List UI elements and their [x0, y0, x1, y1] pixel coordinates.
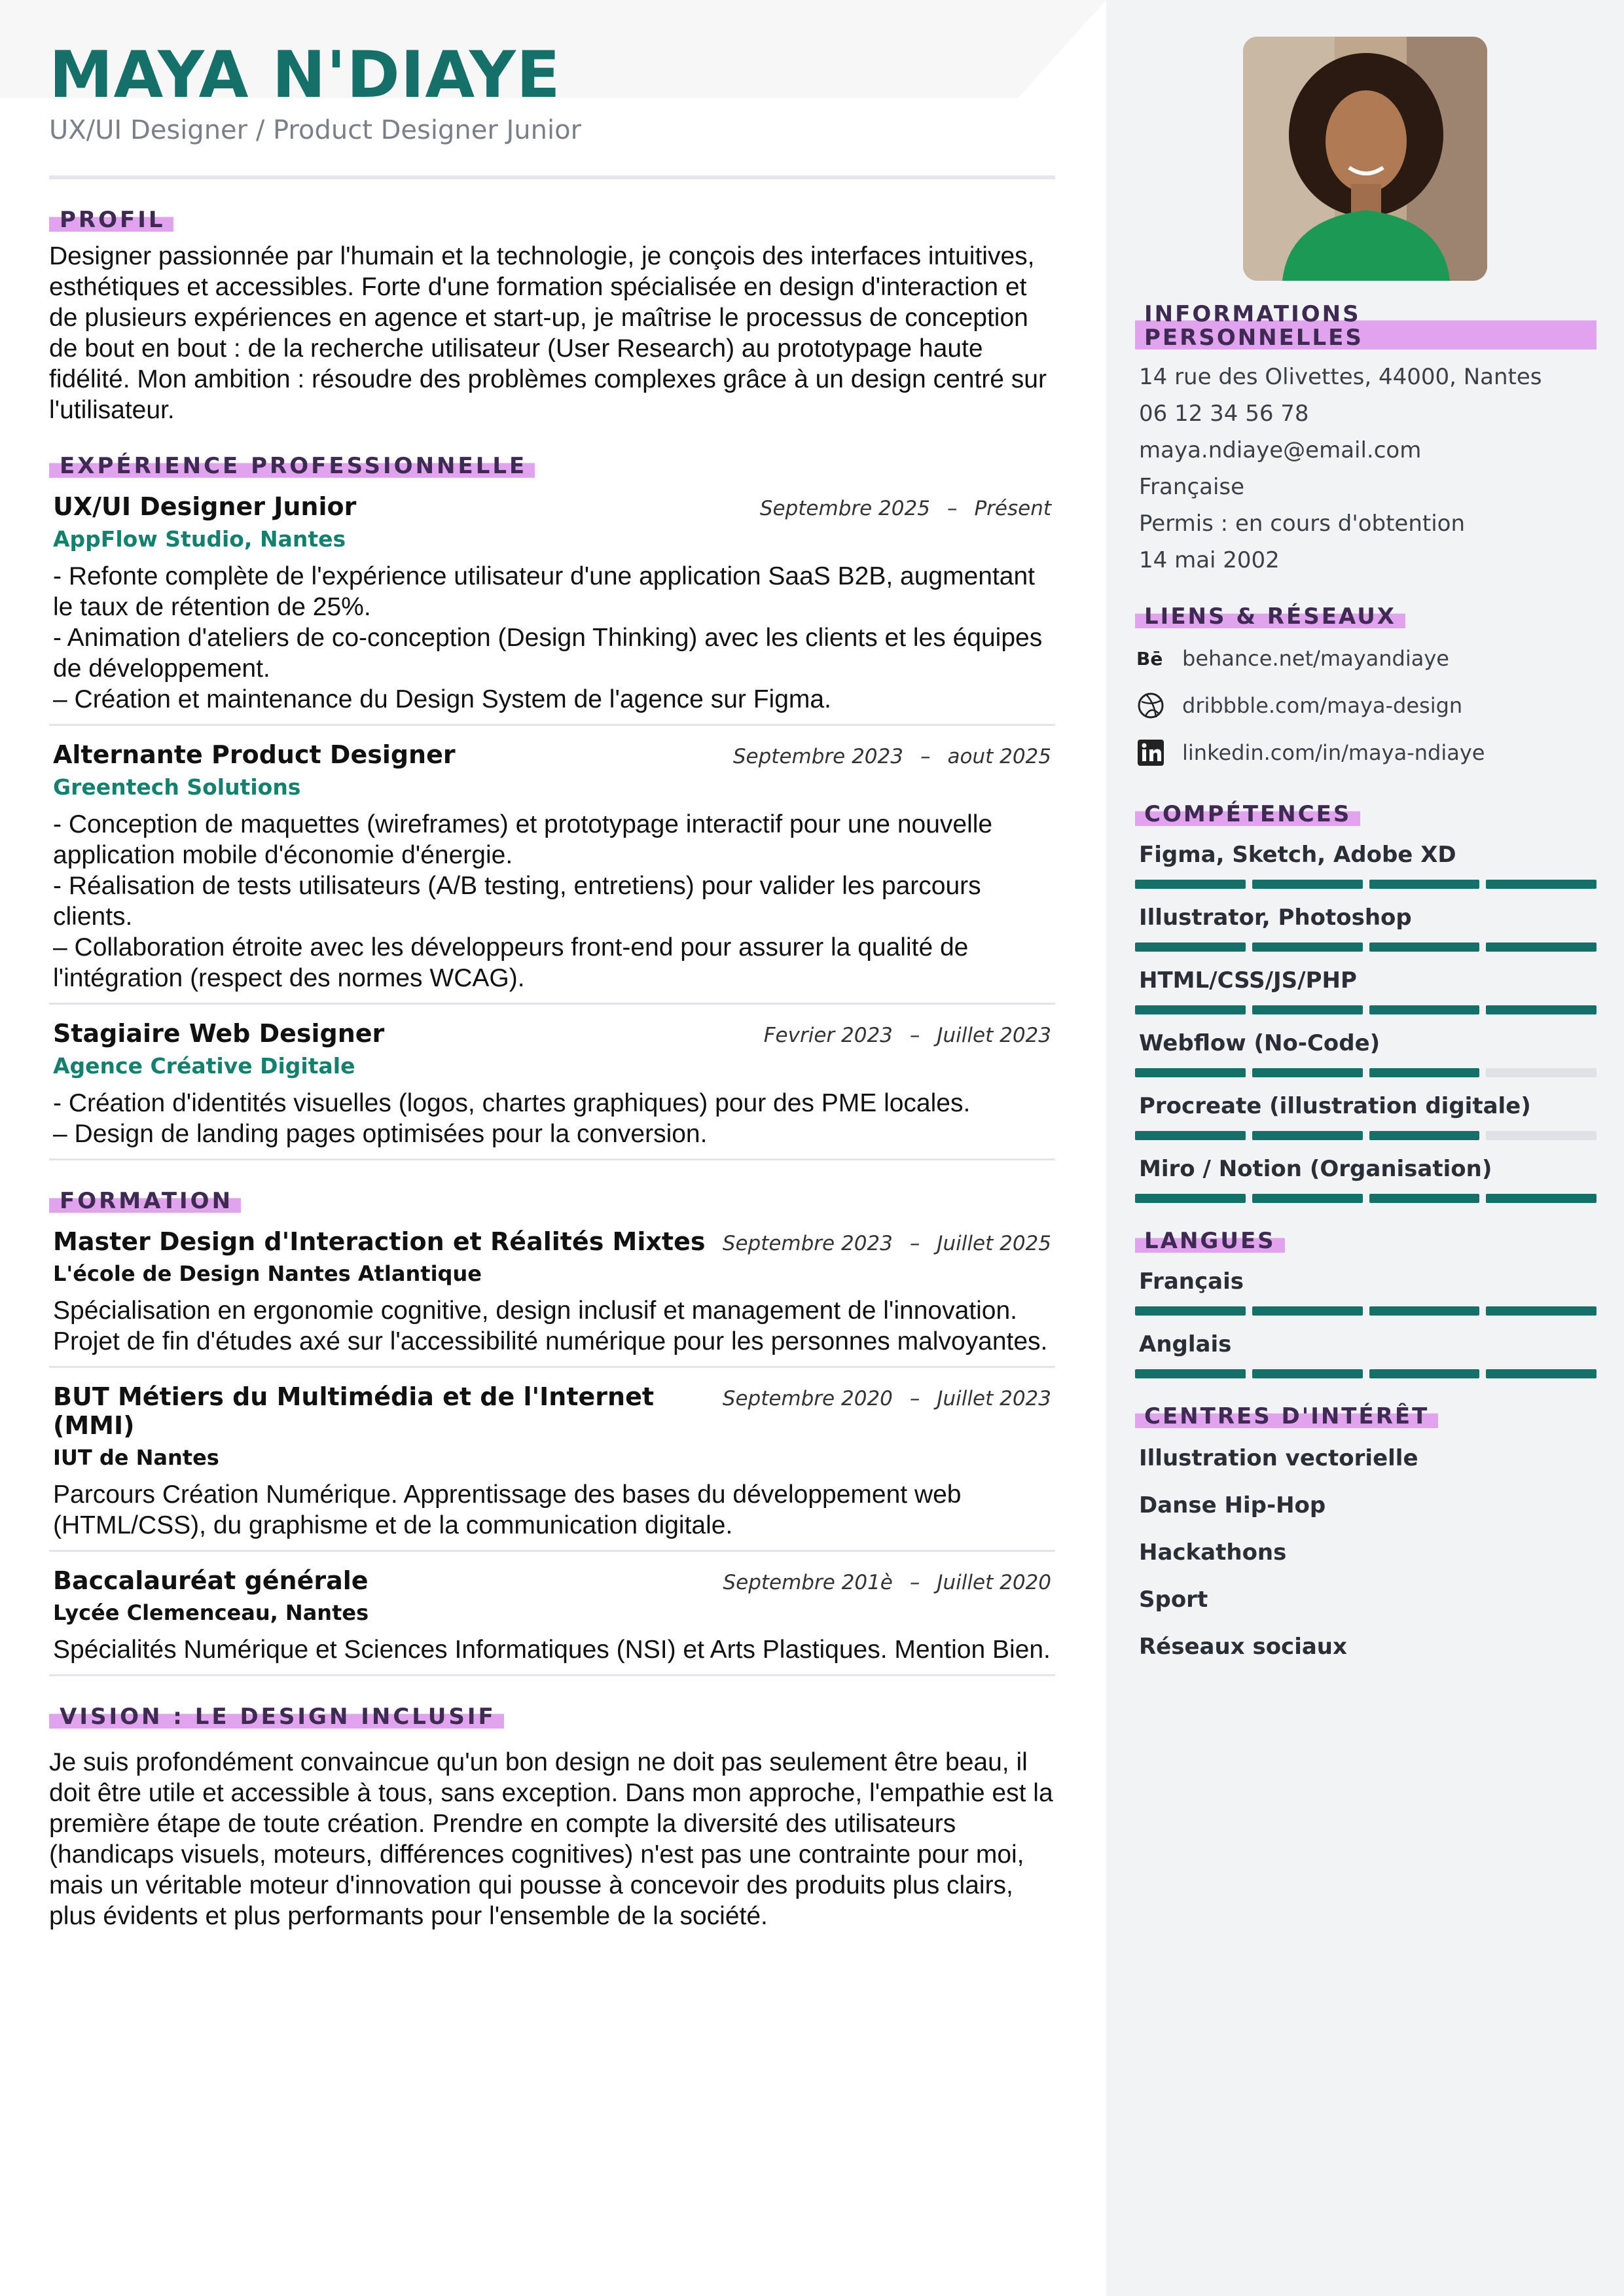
personal-info-section: [1135, 302, 1597, 579]
personal-info-line: 14 mai 2002: [1139, 547, 1280, 573]
skill-label: Webflow (No-Code): [1139, 1030, 1380, 1056]
experience-heading: EXPÉRIENCE PROFESSIONNELLE: [49, 454, 535, 478]
end-date: Juillet 2020: [937, 1571, 1051, 1594]
degree-title: Baccalauréat générale: [53, 1566, 369, 1595]
skill: [1135, 1156, 1597, 1203]
main-column: [49, 39, 1055, 1931]
start-date: Septembre 2023: [732, 745, 903, 768]
language-level-bar: [1135, 1369, 1597, 1378]
header-divider: [49, 175, 1055, 179]
linkedin-icon: [1135, 737, 1166, 768]
description-line: - Réalisation de tests utilisateurs (A/B testing, entretiens) pour valider les parcours clients.: [53, 872, 981, 931]
level-segment: [1486, 1005, 1597, 1014]
description-line: – Collaboration étroite avec les développeurs front-end pour assurer la qualité de l'intégration (respect des normes WCAG).: [53, 933, 969, 992]
link-item[interactable]: [1135, 635, 1597, 682]
level-segment: [1369, 1131, 1480, 1140]
entry-header: [53, 1227, 1051, 1256]
skill-level-bar: [1135, 1131, 1597, 1140]
skill-level-bar: [1135, 1005, 1597, 1014]
skill: [1135, 1093, 1597, 1140]
level-segment: [1252, 880, 1363, 889]
interests-heading: CENTRES D'INTÉRÊT: [1135, 1405, 1438, 1428]
personal-info-line: 14 rue des Olivettes, 44000, Nantes: [1139, 364, 1542, 390]
language-label: Anglais: [1139, 1331, 1232, 1357]
date-separator: –: [909, 1232, 920, 1255]
links-list: [1135, 635, 1597, 776]
start-date: Fevrier 2023: [763, 1024, 893, 1047]
experience-section: [49, 454, 1055, 1160]
level-segment: [1369, 1194, 1480, 1203]
level-segment: [1252, 1068, 1363, 1077]
interest-item: Réseaux sociaux: [1139, 1634, 1347, 1660]
skills-list: [1135, 842, 1597, 1203]
level-segment: [1252, 942, 1363, 952]
description-line: - Animation d'ateliers de co-conception (Design Thinking) avec les clients et les équipes de développement.: [53, 624, 1043, 683]
experience-entry: [49, 726, 1055, 1005]
description-line: - Conception de maquettes (wireframes) et prototypage interactif pour une nouvelle application mobile d'économie d'énergie.: [53, 810, 993, 869]
profile-section: [49, 208, 1055, 425]
job-description: [53, 561, 1051, 715]
link-url[interactable]: linkedin.com/in/maya-ndiaye: [1182, 740, 1485, 765]
job-dates: [760, 497, 1051, 520]
degree-title: BUT Métiers du Multimédia et de l'Internet (MMI): [53, 1382, 655, 1440]
level-segment: [1135, 1131, 1246, 1140]
personal-info-line: Permis : en cours d'obtention: [1139, 511, 1465, 537]
interest-item: Danse Hip-Hop: [1139, 1492, 1326, 1518]
level-segment: [1486, 1306, 1597, 1316]
level-segment: [1369, 1068, 1480, 1077]
personal-info-line: 06 12 34 56 78: [1139, 401, 1309, 427]
job-title: Stagiaire Web Designer: [53, 1019, 385, 1048]
interests-section: [1135, 1405, 1597, 1670]
skill-label: Procreate (illustration digitale): [1139, 1093, 1531, 1119]
degree-title: Master Design d'Interaction et Réalités Mixtes: [53, 1227, 706, 1256]
date-separator: –: [920, 745, 931, 768]
skill-label: Figma, Sketch, Adobe XD: [1139, 842, 1456, 868]
degree-description: Spécialisation en ergonomie cognitive, design inclusif et management de l'innovation. Projet de fin d'études axé sur l'accessibilité numérique pour les personnes malvoyantes.: [53, 1297, 1048, 1355]
link-url[interactable]: dribbble.com/maya-design: [1182, 693, 1463, 718]
skill-label: Illustrator, Photoshop: [1139, 905, 1412, 931]
interest-item: Sport: [1139, 1587, 1208, 1613]
level-segment: [1135, 1369, 1246, 1378]
education-entry: [49, 1213, 1055, 1368]
sidebar: [1106, 0, 1624, 2296]
level-segment: [1369, 880, 1480, 889]
degree-dates: [723, 1232, 1051, 1255]
skill-label: Miro / Notion (Organisation): [1139, 1156, 1492, 1182]
start-date: Septembre 2020: [722, 1387, 893, 1410]
level-segment: [1486, 942, 1597, 952]
link-item[interactable]: [1135, 729, 1597, 776]
education-section: [49, 1189, 1055, 1676]
skill: [1135, 842, 1597, 889]
education-entry: [49, 1552, 1055, 1676]
date-separator: –: [909, 1387, 920, 1410]
interest-item: Illustration vectorielle: [1139, 1445, 1418, 1471]
skill-level-bar: [1135, 1068, 1597, 1077]
vision-heading: VISION : LE DESIGN INCLUSIF: [49, 1705, 504, 1729]
personal-info-line: Française: [1139, 474, 1245, 500]
end-date: Juillet 2023: [937, 1387, 1051, 1410]
description-line: – Design de landing pages optimisées pour la conversion.: [53, 1120, 708, 1148]
end-date: aout 2025: [947, 745, 1051, 768]
level-segment: [1252, 1306, 1363, 1316]
interests-list: [1135, 1435, 1597, 1670]
level-segment: [1252, 1005, 1363, 1014]
degree-dates: [723, 1571, 1051, 1594]
end-date: Juillet 2025: [937, 1232, 1051, 1255]
school-name: Lycée Clemenceau, Nantes: [53, 1600, 369, 1625]
description-line: - Refonte complète de l'expérience utilisateur d'une application SaaS B2B, augmentant le taux de rétention de 25%.: [53, 562, 1035, 621]
svg-text:Bē: Bē: [1136, 648, 1163, 670]
company-name: Agence Créative Digitale: [53, 1053, 355, 1079]
level-segment: [1486, 1068, 1597, 1077]
level-segment: [1486, 1369, 1597, 1378]
start-date: Septembre 2025: [759, 497, 930, 520]
behance-icon: [1135, 643, 1166, 674]
personal-info-heading: INFORMATIONS PERSONNELLES: [1135, 302, 1597, 350]
skill: [1135, 967, 1597, 1014]
school-name: L'école de Design Nantes Atlantique: [53, 1261, 482, 1286]
experience-entry: [49, 1005, 1055, 1160]
skill-level-bar: [1135, 942, 1597, 952]
candidate-title: UX/UI Designer / Product Designer Junior: [49, 115, 582, 145]
experience-list: [49, 478, 1055, 1160]
job-dates: [764, 1024, 1051, 1047]
date-separator: –: [909, 1024, 920, 1047]
skill-level-bar: [1135, 880, 1597, 889]
languages-heading: LANGUES: [1135, 1229, 1285, 1253]
skill: [1135, 905, 1597, 952]
languages-section: [1135, 1229, 1597, 1378]
dribbble-icon: [1135, 690, 1166, 721]
level-segment: [1369, 1005, 1480, 1014]
entry-header: [53, 1566, 1051, 1595]
languages-list: [1135, 1268, 1597, 1378]
vision-text: Je suis profondément convaincue qu'un bon design ne doit pas seulement être beau, il doit être utile et accessible à tous, sans exception. Dans mon approche, l'empathie est la première étape de toute création. Prendre en compte la diversité des utilisateurs (handicaps visuels, moteurs, différences cognitives) n'est pas une contrainte pour moi, mais un véritable moteur d'innovation qui pousse à concevoir des produits plus clairs, plus évidents et plus performants pour l'ensemble de la société.: [49, 1748, 1053, 1930]
links-heading: LIENS & RÉSEAUX: [1135, 605, 1405, 628]
end-date: Présent: [974, 497, 1051, 520]
language: [1135, 1268, 1597, 1316]
language-label: Français: [1139, 1268, 1244, 1295]
start-date: Septembre 201è: [723, 1571, 893, 1594]
company-name: AppFlow Studio, Nantes: [53, 526, 346, 552]
links-section: [1135, 605, 1597, 776]
profile-text: Designer passionnée par l'humain et la technologie, je conçois des interfaces intuitives, esthétiques et accessibles. Forte d'une formation spécialisée en design d'interaction et de plusieurs expériences en agence et start-up, je maîtrise le processus de conception de bout en bout : de la recherche utilisateur (User Research) au prototypage haute fidélité. Mon ambition : résoudre des problèmes complexes grâce à un design centré sur l'utilisateur.: [49, 242, 1047, 424]
job-title: Alternante Product Designer: [53, 740, 456, 769]
education-entry: [49, 1368, 1055, 1552]
language: [1135, 1331, 1597, 1378]
level-segment: [1135, 880, 1246, 889]
entry-header: [53, 492, 1051, 521]
profile-heading: PROFIL: [49, 208, 173, 232]
skill-label: HTML/CSS/JS/PHP: [1139, 967, 1357, 994]
level-segment: [1486, 880, 1597, 889]
degree-description: Spécialités Numérique et Sciences Informatiques (NSI) et Arts Plastiques. Mention Bien.: [53, 1636, 1051, 1664]
level-segment: [1135, 1194, 1246, 1203]
level-segment: [1135, 942, 1246, 952]
description-line: – Création et maintenance du Design System de l'agence sur Figma.: [53, 685, 831, 713]
education-heading: FORMATION: [49, 1189, 241, 1213]
interest-item: Hackathons: [1139, 1539, 1287, 1566]
end-date: Juillet 2023: [937, 1024, 1051, 1047]
degree-description: Parcours Création Numérique. Apprentissage des bases du développement web (HTML/CSS), du graphisme et de la communication digitale.: [53, 1480, 962, 1539]
job-description: [53, 809, 1051, 994]
job-title: UX/UI Designer Junior: [53, 492, 357, 521]
level-segment: [1369, 1369, 1480, 1378]
company-name: Greentech Solutions: [53, 774, 301, 800]
degree-dates: [723, 1387, 1051, 1410]
level-segment: [1369, 1306, 1480, 1316]
level-segment: [1486, 1131, 1597, 1140]
skill-level-bar: [1135, 1194, 1597, 1203]
skill: [1135, 1030, 1597, 1077]
sidebar-content: [1135, 302, 1597, 1670]
entry-header: [53, 1019, 1051, 1048]
skills-heading: COMPÉTENCES: [1135, 802, 1360, 826]
level-segment: [1135, 1306, 1246, 1316]
level-segment: [1135, 1068, 1246, 1077]
level-segment: [1486, 1194, 1597, 1203]
entry-header: [53, 1382, 1051, 1440]
link-item[interactable]: [1135, 682, 1597, 729]
level-segment: [1252, 1369, 1363, 1378]
start-date: Septembre 2023: [722, 1232, 893, 1255]
entry-header: [53, 740, 1051, 769]
vision-section: [49, 1705, 1055, 1931]
school-name: IUT de Nantes: [53, 1445, 219, 1470]
date-separator: –: [947, 497, 958, 520]
date-separator: –: [909, 1571, 920, 1594]
profile-photo: [1243, 37, 1487, 281]
job-dates: [733, 745, 1051, 768]
level-segment: [1252, 1194, 1363, 1203]
skills-section: [1135, 802, 1597, 1203]
level-segment: [1252, 1131, 1363, 1140]
personal-info-line: maya.ndiaye@email.com: [1139, 437, 1422, 463]
level-segment: [1369, 942, 1480, 952]
job-description: [53, 1088, 1051, 1149]
description-line: - Création d'identités visuelles (logos, chartes graphiques) pour des PME locales.: [53, 1089, 971, 1117]
link-url[interactable]: behance.net/mayandiaye: [1182, 646, 1449, 671]
language-level-bar: [1135, 1306, 1597, 1316]
candidate-name: MAYA N'DIAYE: [49, 38, 561, 113]
education-list: [49, 1213, 1055, 1676]
personal-info-list: [1135, 359, 1597, 579]
portrait-image: [1243, 37, 1487, 281]
experience-entry: [49, 478, 1055, 726]
level-segment: [1135, 1005, 1246, 1014]
